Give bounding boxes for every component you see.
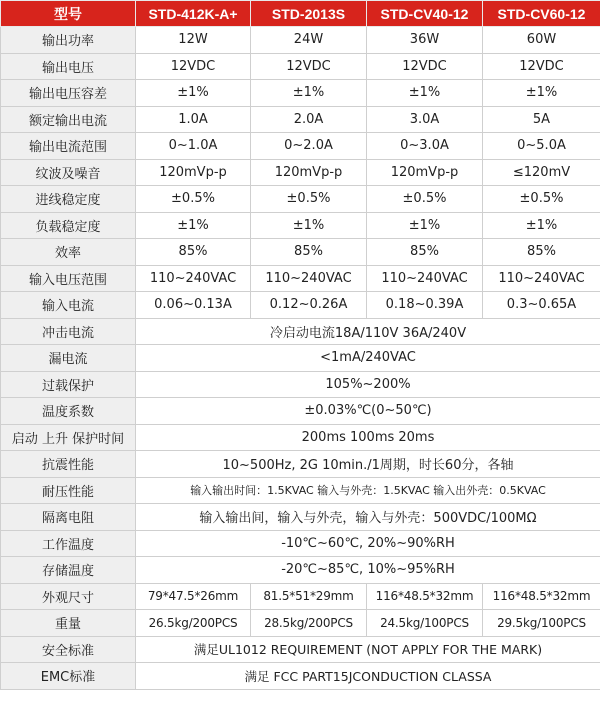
value-cell: 12W: [136, 27, 251, 54]
table-row: [1, 583, 600, 610]
value-cell: 24W: [251, 27, 367, 54]
value-cell: 85%: [251, 239, 367, 266]
value-cell: 110~240VAC: [251, 265, 367, 292]
row-label-cell: 漏电流: [1, 345, 136, 372]
value-cell: ±0.5%: [251, 186, 367, 213]
row-label-cell: 工作温度: [1, 530, 136, 557]
value-cell: 12VDC: [136, 53, 251, 80]
header-row: [1, 1, 600, 27]
table-row: [1, 636, 600, 663]
merged-value-cell: 满足UL1012 REQUIREMENT (NOT APPLY FOR THE MARK): [136, 636, 600, 663]
model-header-cell: STD-CV60-12: [483, 1, 600, 27]
row-label-cell: 启动 上升 保护时间: [1, 424, 136, 451]
table-row: [1, 318, 600, 345]
row-label-cell: 进线稳定度: [1, 186, 136, 213]
row-label-cell: 存储温度: [1, 557, 136, 584]
table-row: [1, 663, 600, 690]
merged-value-cell: 冷启动电流18A/110V 36A/240V: [136, 318, 600, 345]
value-cell: 0~3.0A: [367, 133, 483, 160]
value-cell: 110~240VAC: [483, 265, 600, 292]
row-label-cell: 输出功率: [1, 27, 136, 54]
row-label-cell: 输入电流: [1, 292, 136, 319]
value-cell: 2.0A: [251, 106, 367, 133]
value-cell: 0~1.0A: [136, 133, 251, 160]
table-row: [1, 186, 600, 213]
merged-value-cell: 10~500Hz, 2G 10min./1周期，时长60分，各轴: [136, 451, 600, 478]
table-row: [1, 80, 600, 107]
value-cell: 1.0A: [136, 106, 251, 133]
value-cell: 110~240VAC: [136, 265, 251, 292]
value-cell: 12VDC: [367, 53, 483, 80]
row-label-cell: 过载保护: [1, 371, 136, 398]
row-label-cell: 纹波及噪音: [1, 159, 136, 186]
value-cell: ±1%: [367, 80, 483, 107]
value-cell: ±1%: [251, 80, 367, 107]
value-cell: 120mVp-p: [136, 159, 251, 186]
table-row: [1, 398, 600, 425]
table-row: [1, 292, 600, 319]
value-cell: ±0.5%: [136, 186, 251, 213]
value-cell: 26.5kg/200PCS: [136, 610, 251, 637]
value-cell: 110~240VAC: [367, 265, 483, 292]
table-row: [1, 530, 600, 557]
row-label-cell: 输出电流范围: [1, 133, 136, 160]
merged-value-cell: -10℃~60℃, 20%~90%RH: [136, 530, 600, 557]
table-row: [1, 53, 600, 80]
table-row: [1, 212, 600, 239]
value-cell: 85%: [136, 239, 251, 266]
row-label-cell: 输入电压范围: [1, 265, 136, 292]
value-cell: 5A: [483, 106, 600, 133]
value-cell: ±0.5%: [483, 186, 600, 213]
row-label-cell: 隔离电阻: [1, 504, 136, 531]
value-cell: ±0.5%: [367, 186, 483, 213]
table-row: [1, 557, 600, 584]
table-row: [1, 27, 600, 54]
value-cell: 12VDC: [483, 53, 600, 80]
merged-value-cell: 105%~200%: [136, 371, 600, 398]
value-cell: 3.0A: [367, 106, 483, 133]
row-label-cell: 抗震性能: [1, 451, 136, 478]
row-label-cell: 输出电压容差: [1, 80, 136, 107]
merged-value-cell: 满足 FCC PART15JCONDUCTION CLASSA: [136, 663, 600, 690]
value-cell: 60W: [483, 27, 600, 54]
row-label-cell: 负载稳定度: [1, 212, 136, 239]
value-cell: ±1%: [483, 212, 600, 239]
model-header-cell: STD-412K-A+: [136, 1, 251, 27]
value-cell: ±1%: [367, 212, 483, 239]
table-row: [1, 106, 600, 133]
model-header-cell: STD-CV40-12: [367, 1, 483, 27]
row-label-cell: 额定输出电流: [1, 106, 136, 133]
value-cell: 28.5kg/200PCS: [251, 610, 367, 637]
value-cell: ±1%: [136, 80, 251, 107]
value-cell: ±1%: [483, 80, 600, 107]
table-row: [1, 345, 600, 372]
merged-value-cell: 200ms 100ms 20ms: [136, 424, 600, 451]
row-label-cell: 输出电压: [1, 53, 136, 80]
table-row: [1, 239, 600, 266]
merged-value-cell: <1mA/240VAC: [136, 345, 600, 372]
row-label-cell: 安全标准: [1, 636, 136, 663]
table-row: [1, 477, 600, 504]
table-row: [1, 371, 600, 398]
table-row: [1, 265, 600, 292]
row-label-cell: 耐压性能: [1, 477, 136, 504]
table-row: [1, 504, 600, 531]
row-label-cell: 冲击电流: [1, 318, 136, 345]
value-cell: ±1%: [251, 212, 367, 239]
value-cell: 81.5*51*29mm: [251, 583, 367, 610]
value-cell: 24.5kg/100PCS: [367, 610, 483, 637]
merged-value-cell: ±0.03%℃(0~50℃): [136, 398, 600, 425]
value-cell: 120mVp-p: [251, 159, 367, 186]
value-cell: 0~2.0A: [251, 133, 367, 160]
value-cell: 116*48.5*32mm: [483, 583, 600, 610]
row-label-cell: EMC标准: [1, 663, 136, 690]
value-cell: ≤120mV: [483, 159, 600, 186]
value-cell: 85%: [367, 239, 483, 266]
row-label-cell: 效率: [1, 239, 136, 266]
value-cell: 0.3~0.65A: [483, 292, 600, 319]
value-cell: 79*47.5*26mm: [136, 583, 251, 610]
merged-value-cell: 输入输出时间：1.5KVAC 输入与外壳：1.5KVAC 输入出外壳：0.5KVAC: [136, 477, 600, 504]
table-row: [1, 610, 600, 637]
value-cell: 116*48.5*32mm: [367, 583, 483, 610]
model-header-cell: STD-2013S: [251, 1, 367, 27]
table-row: [1, 133, 600, 160]
table-row: [1, 451, 600, 478]
row-label-cell: 重量: [1, 610, 136, 637]
value-cell: ±1%: [136, 212, 251, 239]
value-cell: 36W: [367, 27, 483, 54]
value-cell: 120mVp-p: [367, 159, 483, 186]
table-row: [1, 424, 600, 451]
value-cell: 85%: [483, 239, 600, 266]
merged-value-cell: 输入输出间，输入与外壳，输入与外壳：500VDC/100MΩ: [136, 504, 600, 531]
row-label-cell: 温度系数: [1, 398, 136, 425]
value-cell: 0.18~0.39A: [367, 292, 483, 319]
row-label-cell: 外观尺寸: [1, 583, 136, 610]
header-label-cell: 型号: [1, 1, 136, 27]
value-cell: 29.5kg/100PCS: [483, 610, 600, 637]
merged-value-cell: -20℃~85℃, 10%~95%RH: [136, 557, 600, 584]
value-cell: 0~5.0A: [483, 133, 600, 160]
value-cell: 0.12~0.26A: [251, 292, 367, 319]
value-cell: 12VDC: [251, 53, 367, 80]
value-cell: 0.06~0.13A: [136, 292, 251, 319]
table-row: [1, 159, 600, 186]
